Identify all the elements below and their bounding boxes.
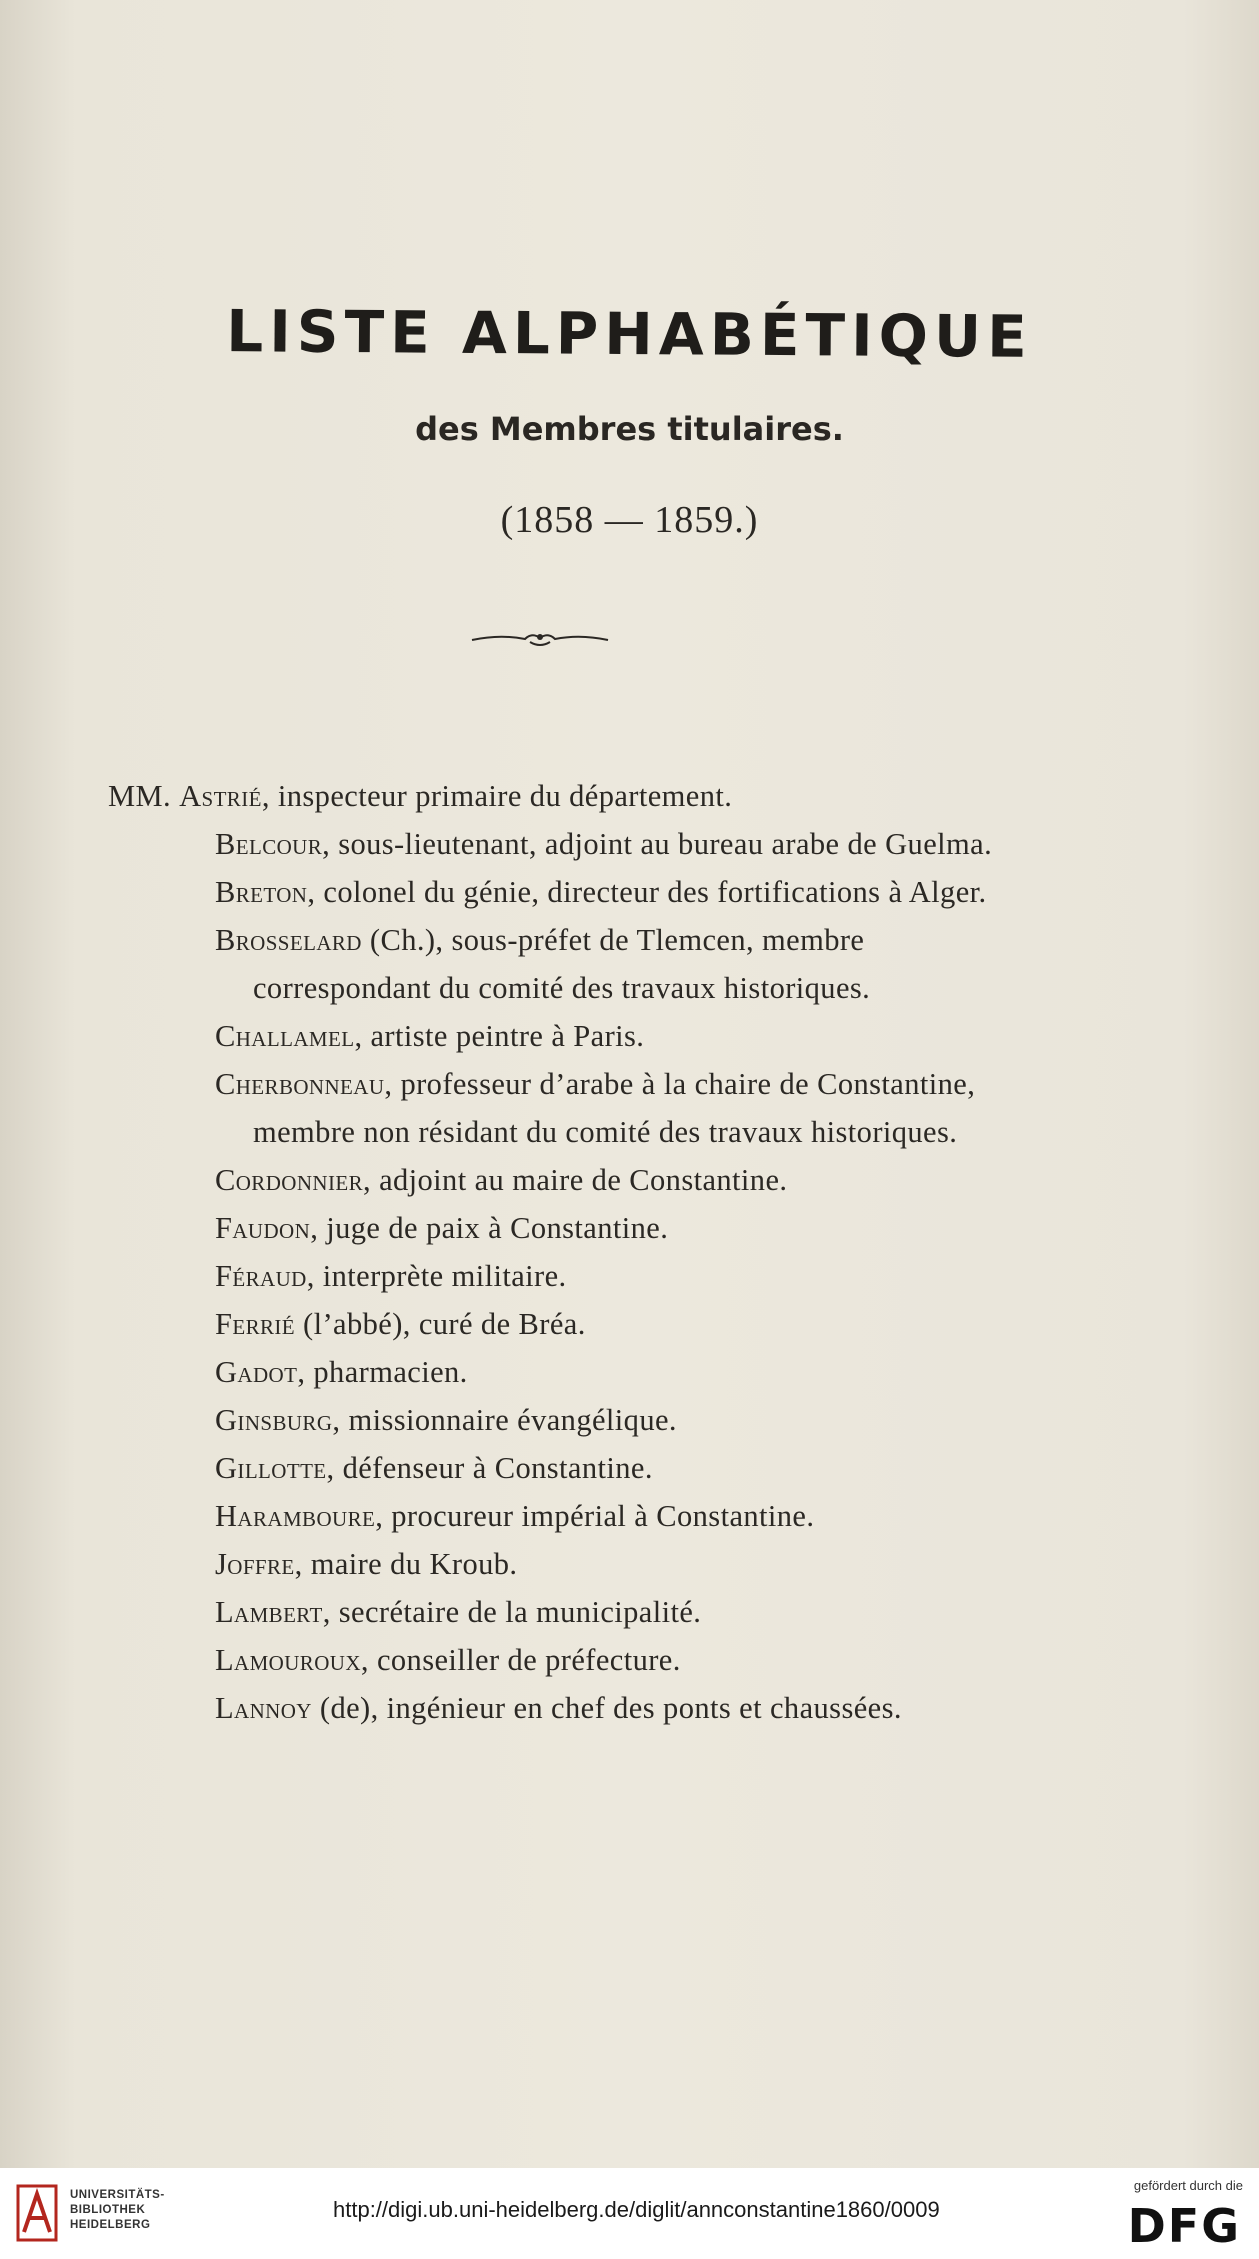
member-entry (108, 916, 1028, 1012)
year-range: (1858 — 1859.) (500, 499, 759, 541)
member-description: (Ch.), sous-préfet de Tlemcen, membre correspondant du comité des travaux historiques. (253, 923, 871, 1005)
ornament-divider (470, 626, 610, 652)
member-name: Joffre (215, 1547, 295, 1581)
member-entry (108, 1540, 1028, 1588)
member-entry (108, 1300, 1028, 1348)
member-entry (108, 1396, 1028, 1444)
member-entry (108, 1252, 1028, 1300)
member-list (108, 772, 1028, 1732)
member-name: Faudon (215, 1211, 311, 1245)
member-name: Féraud (215, 1259, 307, 1293)
permalink-url[interactable]: http://digi.ub.uni-heidelberg.de/diglit/annconstantine1860/0009 (333, 2197, 940, 2222)
member-description: , procureur impérial à Constantine. (375, 1499, 815, 1533)
member-description: , secrétaire de la municipalité. (322, 1595, 702, 1629)
library-name-line-2: BIBLIOTHEK (70, 2204, 146, 2216)
member-entry (108, 1636, 1028, 1684)
member-entry (108, 1156, 1028, 1204)
member-description: , interprète militaire. (306, 1259, 567, 1293)
member-name: Haramboure (215, 1499, 376, 1533)
member-description: , professeur d’arabe à la chaire de Constantine, membre non résidant du comité des travaux historiques. (253, 1067, 976, 1149)
member-name: Gadot (215, 1355, 298, 1389)
library-seal-icon (14, 2182, 60, 2244)
member-description: , inspecteur primaire du département. (261, 779, 733, 813)
member-description: , sous-lieutenant, adjoint au bureau arabe de Guelma. (322, 827, 993, 861)
member-description: , pharmacien. (297, 1355, 468, 1389)
member-entry (108, 820, 1028, 868)
member-description: (l’abbé), curé de Bréa. (295, 1307, 586, 1341)
member-description: , adjoint au maire de Constantine. (363, 1163, 788, 1197)
funded-by-label: gefördert durch die (1133, 2178, 1243, 2193)
member-description: , missionnaire évangélique. (332, 1403, 677, 1437)
member-description: , défenseur à Constantine. (326, 1451, 653, 1485)
member-description: (de), ingénieur en chef des ponts et chaussées. (311, 1691, 902, 1725)
member-entry (108, 1684, 1028, 1732)
dfg-logo: DFG (1127, 2199, 1241, 2253)
library-name (70, 2188, 165, 2233)
library-name-line-3: HEIDELBERG (70, 2219, 151, 2231)
member-entry (108, 1060, 1028, 1156)
member-name: Cordonnier (215, 1163, 364, 1197)
member-name: Astrié (179, 779, 262, 813)
member-entry (108, 1204, 1028, 1252)
member-entry (108, 1348, 1028, 1396)
member-name: Cherbonneau (215, 1067, 385, 1101)
member-entry (108, 1012, 1028, 1060)
member-description: , conseiller de préfecture. (360, 1643, 681, 1677)
member-entry (108, 1492, 1028, 1540)
member-entry (108, 772, 1028, 820)
page-subtitle: des Membres titulaires. (415, 410, 844, 448)
member-entry (108, 868, 1028, 916)
member-name: Belcour (215, 827, 323, 861)
member-name: Breton (215, 875, 308, 909)
member-name: Brosselard (215, 923, 362, 957)
member-name: Ginsburg (215, 1403, 333, 1437)
page-title: LISTE ALPHABÉTIQUE (226, 297, 1033, 371)
viewer-footer (0, 2168, 1259, 2259)
member-name: Lambert (215, 1595, 323, 1629)
member-entry (108, 1588, 1028, 1636)
member-name: Lannoy (215, 1691, 312, 1725)
member-name: Challamel (215, 1019, 355, 1053)
member-description: , artiste peintre à Paris. (354, 1019, 645, 1053)
member-name: Ferrié (215, 1307, 296, 1341)
member-description: , colonel du génie, directeur des fortifications à Alger. (307, 875, 987, 909)
member-description: , maire du Kroub. (294, 1547, 518, 1581)
member-description: , juge de paix à Constantine. (310, 1211, 669, 1245)
member-name: Gillotte (215, 1451, 327, 1485)
member-entry (108, 1444, 1028, 1492)
honorific-prefix: MM. (108, 779, 172, 813)
library-name-line-1: UNIVERSITÄTS- (70, 2189, 165, 2201)
member-name: Lamouroux (215, 1643, 361, 1677)
